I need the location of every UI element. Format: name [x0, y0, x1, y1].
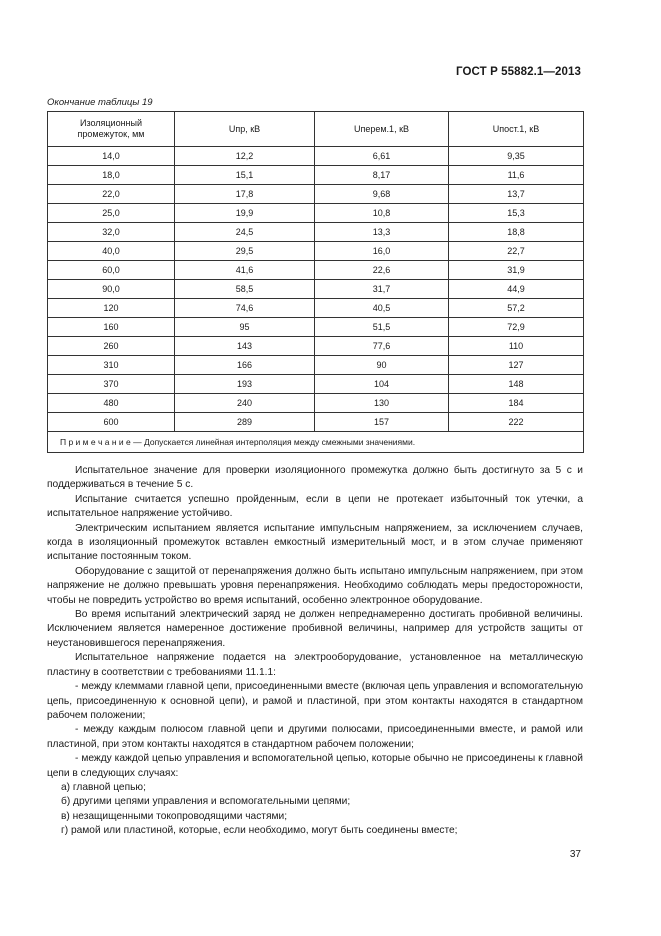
- u-pr-cell: 41,6: [175, 261, 315, 280]
- u-pr-cell: 240: [175, 394, 315, 413]
- paragraph: Испытание считается успешно пройденным, если в цепи не протекает избыточный ток утечки, а испытательное напряжение устойчиво.: [47, 493, 583, 520]
- header-u-dc: Uпост.1, кВ: [449, 112, 584, 147]
- u-ac-cell: 13,3: [315, 223, 449, 242]
- u-pr-cell: 15,1: [175, 166, 315, 185]
- gap-cell: 160: [48, 318, 175, 337]
- paragraph: Во время испытаний электрический заряд не должен непреднамеренно достигать пробивной величины. Исключением является намеренное достижение пробивной величины, например для устройств защиты от неустановившегося перенапряжения.: [47, 609, 583, 649]
- gap-cell: 260: [48, 337, 175, 356]
- gap-cell: 310: [48, 356, 175, 375]
- list-item: а) главной цепью;: [61, 781, 146, 793]
- header-u-ac: Uперем.1, кВ: [315, 112, 449, 147]
- paragraph: Оборудование с защитой от перенапряжения должно быть испытано импульсным напряжением, при этом напряжение не должно превышать уровня перенапряжения. Необходимо соблюдать меры предосторожности, чтобы не повредить устройство во время испытаний, особенно электронное оборудование.: [47, 565, 583, 606]
- u-ac-cell: 51,5: [315, 318, 449, 337]
- u-pr-cell: 58,5: [175, 280, 315, 299]
- list-item: г) рамой или пластиной, которые, если необходимо, могут быть соединены вместе;: [61, 825, 458, 837]
- u-ac-cell: 40,5: [315, 299, 449, 318]
- u-ac-cell: 157: [315, 413, 449, 432]
- u-dc-cell: 72,9: [449, 318, 584, 337]
- u-ac-cell: 130: [315, 394, 449, 413]
- u-pr-cell: 193: [175, 375, 315, 394]
- note-label: П р и м е ч а н и е: [60, 437, 131, 447]
- table-row: [48, 318, 584, 337]
- table-row: [48, 261, 584, 280]
- note-text: — Допускается линейная интерполяция между смежными значениями.: [133, 437, 416, 447]
- gap-cell: 40,0: [48, 242, 175, 261]
- paragraph: Испытательное значение для проверки изоляционного промежутка должно быть достигнуто за 5 с и поддерживаться в течение 5 с.: [47, 465, 583, 491]
- u-dc-cell: 31,9: [449, 261, 584, 280]
- table-row: [48, 185, 584, 204]
- table-row: [48, 223, 584, 242]
- paragraph: - между каждым полюсом главной цепи и другими полюсами, присоединенными вместе, и рамой или пластиной, при этом контакты находятся в стандартном рабочем положении;: [47, 724, 583, 750]
- u-ac-cell: 16,0: [315, 242, 449, 261]
- gap-cell: 18,0: [48, 166, 175, 185]
- gap-cell: 370: [48, 375, 175, 394]
- u-ac-cell: 104: [315, 375, 449, 394]
- table-row: [48, 147, 584, 166]
- u-pr-cell: 74,6: [175, 299, 315, 318]
- u-ac-cell: 9,68: [315, 185, 449, 204]
- u-ac-cell: 77,6: [315, 337, 449, 356]
- u-ac-cell: 10,8: [315, 204, 449, 223]
- table-row: [48, 242, 584, 261]
- u-ac-cell: 22,6: [315, 261, 449, 280]
- table-row: [48, 299, 584, 318]
- u-dc-cell: 148: [449, 375, 584, 394]
- gap-cell: 25,0: [48, 204, 175, 223]
- header-gap: Изоляционный промежуток, мм: [48, 112, 175, 147]
- table-row: [48, 280, 584, 299]
- table-note: [48, 432, 584, 453]
- u-ac-cell: 31,7: [315, 280, 449, 299]
- table-row: [48, 337, 584, 356]
- gap-cell: 90,0: [48, 280, 175, 299]
- u-dc-cell: 13,7: [449, 185, 584, 204]
- u-pr-cell: 95: [175, 318, 315, 337]
- table-row: [48, 356, 584, 375]
- table-caption: Окончание таблицы 19: [47, 97, 153, 108]
- list-item: в) незащищенными токопроводящими частями;: [61, 810, 288, 822]
- header-u-pr: Uпр, кВ: [175, 112, 315, 147]
- u-pr-cell: 289: [175, 413, 315, 432]
- gap-cell: 14,0: [48, 147, 175, 166]
- body-text: [47, 464, 583, 839]
- u-pr-cell: 29,5: [175, 242, 315, 261]
- table-row: [48, 375, 584, 394]
- u-pr-cell: 12,2: [175, 147, 315, 166]
- u-dc-cell: 44,9: [449, 280, 584, 299]
- u-ac-cell: 6,61: [315, 147, 449, 166]
- paragraph: - между каждой цепью управления и вспомогательной цепью, которые обычно не присоединены к главной цепи в следующих случаях:: [47, 753, 583, 779]
- table-row: [48, 394, 584, 413]
- u-pr-cell: 166: [175, 356, 315, 375]
- table-row: [48, 413, 584, 432]
- u-pr-cell: 17,8: [175, 185, 315, 204]
- gap-cell: 60,0: [48, 261, 175, 280]
- u-ac-cell: 8,17: [315, 166, 449, 185]
- list-item: б) другими цепями управления и вспомогательными цепями;: [61, 796, 351, 808]
- u-dc-cell: 57,2: [449, 299, 584, 318]
- u-dc-cell: 9,35: [449, 147, 584, 166]
- paragraph: Электрическим испытанием является испытание импульсным напряжением, за исключением случаев, когда в изоляционный промежуток вставлен емкостный измерительный мост, и в этом случае применяют испытание постоянным током.: [47, 522, 583, 563]
- table-row: [48, 204, 584, 223]
- gap-cell: 600: [48, 413, 175, 432]
- paragraph: - между клеммами главной цепи, присоединенными вместе (включая цепь управления и вспомогательную цепь, присоединенную к основной цепи), и рамой и пластиной, при этом контакты находятся в стандартном рабочем положении;: [47, 681, 583, 721]
- u-dc-cell: 127: [449, 356, 584, 375]
- u-dc-cell: 110: [449, 337, 584, 356]
- u-dc-cell: 22,7: [449, 242, 584, 261]
- gap-cell: 22,0: [48, 185, 175, 204]
- u-ac-cell: 90: [315, 356, 449, 375]
- gap-cell: 480: [48, 394, 175, 413]
- voltage-table: [47, 111, 584, 453]
- u-pr-cell: 24,5: [175, 223, 315, 242]
- page-number: 37: [569, 849, 581, 860]
- u-dc-cell: 184: [449, 394, 584, 413]
- standard-number: ГОСТ Р 55882.1—2013: [456, 66, 581, 78]
- table-header-row: [48, 112, 584, 147]
- table-row: [48, 166, 584, 185]
- gap-cell: 32,0: [48, 223, 175, 242]
- paragraph: Испытательное напряжение подается на электрооборудование, установленное на металлическую пластину в соответствии с требованиями 11.1.1:: [47, 652, 583, 678]
- u-dc-cell: 18,8: [449, 223, 584, 242]
- gap-cell: 120: [48, 299, 175, 318]
- u-dc-cell: 15,3: [449, 204, 584, 223]
- u-dc-cell: 11,6: [449, 166, 584, 185]
- u-pr-cell: 19,9: [175, 204, 315, 223]
- table-note-row: [48, 432, 584, 453]
- u-pr-cell: 143: [175, 337, 315, 356]
- u-dc-cell: 222: [449, 413, 584, 432]
